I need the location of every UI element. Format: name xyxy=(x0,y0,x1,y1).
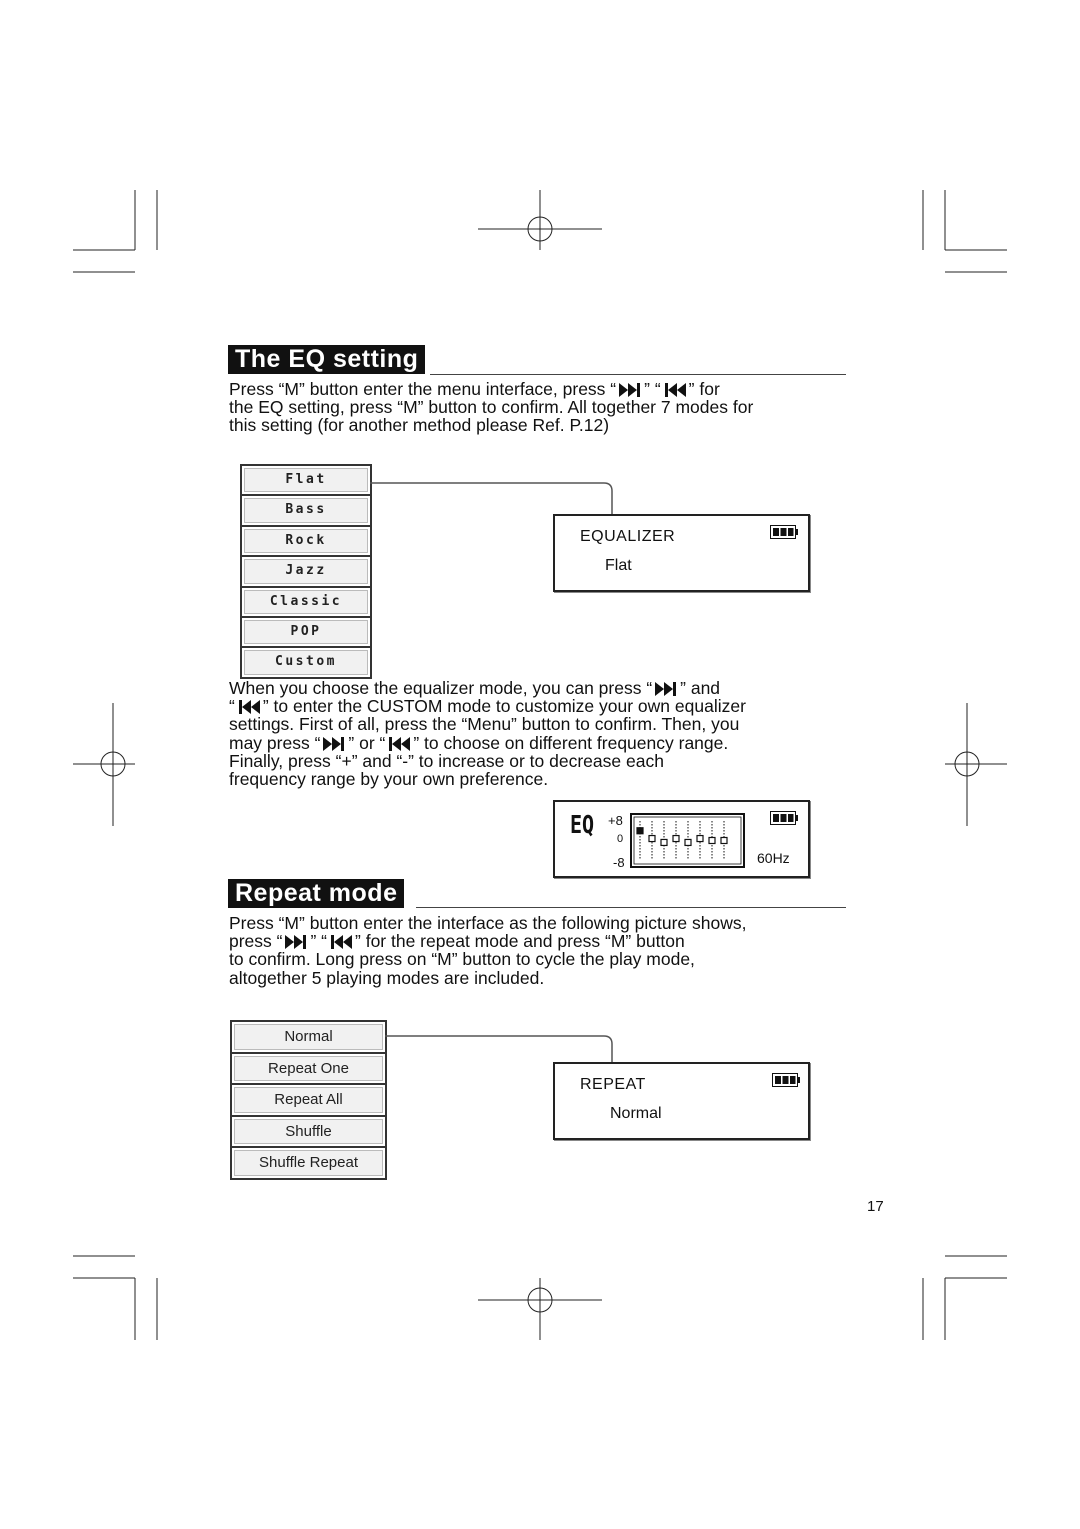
repeat-intro-line4: altogether 5 playing modes are included. xyxy=(229,967,545,988)
eq-custom-line4-b: ” or “ xyxy=(348,732,386,753)
eq-mode-rock[interactable]: Rock xyxy=(242,527,370,557)
repeat-screen-value: Normal xyxy=(610,1105,662,1122)
eq-section-heading: The EQ setting xyxy=(228,345,425,374)
eq-graph-screen xyxy=(553,800,810,878)
eq-custom-line2-a: “ xyxy=(229,696,235,717)
eq-mode-pop[interactable]: POP xyxy=(242,618,370,648)
eq-scale-bottom: -8 xyxy=(613,855,625,870)
eq-mode-list xyxy=(240,464,372,679)
battery-full-icon xyxy=(772,1073,800,1092)
repeat-screen xyxy=(553,1062,810,1140)
eq-intro-line1-c: ” for xyxy=(688,379,720,399)
eq-custom-line6: frequency range by your own preference. xyxy=(229,769,549,790)
repeat-intro-text xyxy=(229,914,746,987)
eq-logo: EQ xyxy=(570,810,595,839)
skip-next-icon xyxy=(285,935,307,949)
repeat-mode-repeat-one[interactable]: Repeat One xyxy=(232,1054,385,1086)
repeat-mode-shuffle[interactable]: Shuffle xyxy=(232,1117,385,1149)
skip-next-icon xyxy=(619,383,641,397)
eq-custom-line4-a: may press “ xyxy=(229,732,321,753)
repeat-mode-list xyxy=(230,1020,387,1180)
eq-custom-line3: settings. First of all, press the “Menu” button to confirm. Then, you xyxy=(229,714,740,735)
page-number: 17 xyxy=(867,1198,884,1215)
eq-custom-line1-b: ” and xyxy=(680,678,721,698)
skip-next-icon xyxy=(655,682,677,696)
eq-scale-mid: 0 xyxy=(617,833,624,845)
repeat-screen-title: REPEAT xyxy=(580,1076,646,1093)
repeat-intro-line2-a: press “ xyxy=(229,931,283,952)
eq-mode-jazz[interactable]: Jazz xyxy=(242,557,370,587)
eq-scale-top: +8 xyxy=(608,813,623,828)
eq-intro-line1-a: Press “M” button enter the menu interface, press “ xyxy=(229,379,617,399)
eq-custom-text xyxy=(229,679,746,788)
battery-full-icon xyxy=(770,525,798,544)
eq-custom-line5: Finally, press “+” and “-” to increase or to decrease each xyxy=(229,750,664,771)
eq-mode-bass[interactable]: Bass xyxy=(242,496,370,526)
repeat-mode-shuffle-repeat[interactable]: Shuffle Repeat xyxy=(232,1148,385,1178)
eq-mode-flat[interactable]: Flat xyxy=(242,466,370,496)
repeat-intro-line2-b: ” “ xyxy=(310,931,328,952)
eq-intro-line1-b: ” “ xyxy=(644,379,661,399)
eq-intro-text xyxy=(229,380,753,435)
eq-mode-custom[interactable]: Custom xyxy=(242,648,370,676)
equalizer-screen-title: EQUALIZER xyxy=(580,528,676,545)
skip-previous-icon xyxy=(664,383,686,397)
skip-next-icon xyxy=(323,737,345,751)
eq-frequency-readout: 60Hz xyxy=(757,850,790,866)
eq-band-sliders xyxy=(630,813,745,868)
skip-previous-icon xyxy=(330,935,352,949)
skip-previous-icon xyxy=(238,700,260,714)
repeat-section-heading: Repeat mode xyxy=(228,879,404,908)
equalizer-screen xyxy=(553,514,810,592)
repeat-intro-line2-c: ” for the repeat mode and press “M” button xyxy=(355,931,685,952)
eq-mode-classic[interactable]: Classic xyxy=(242,588,370,618)
eq-custom-line2-b: ” to enter the CUSTOM mode to customize your own equalizer xyxy=(262,696,746,717)
skip-previous-icon xyxy=(388,737,410,751)
repeat-mode-normal[interactable]: Normal xyxy=(232,1022,385,1054)
battery-full-icon xyxy=(770,811,798,830)
heading-rule xyxy=(416,907,846,908)
eq-intro-line3: this setting (for another method please Ref. P.12) xyxy=(229,415,610,436)
eq-custom-line4-c: ” to choose on different frequency range. xyxy=(413,732,729,753)
equalizer-screen-value: Flat xyxy=(605,557,632,574)
eq-custom-line1-a: When you choose the equalizer mode, you can press “ xyxy=(229,678,653,698)
repeat-intro-line1: Press “M” button enter the interface as the following picture shows, xyxy=(229,913,747,933)
repeat-intro-line3: to confirm. Long press on “M” button to cycle the play mode, xyxy=(229,949,695,970)
eq-intro-line2: the EQ setting, press “M” button to confirm. All together 7 modes for xyxy=(229,397,754,418)
heading-rule xyxy=(430,374,846,375)
repeat-mode-repeat-all[interactable]: Repeat All xyxy=(232,1085,385,1117)
